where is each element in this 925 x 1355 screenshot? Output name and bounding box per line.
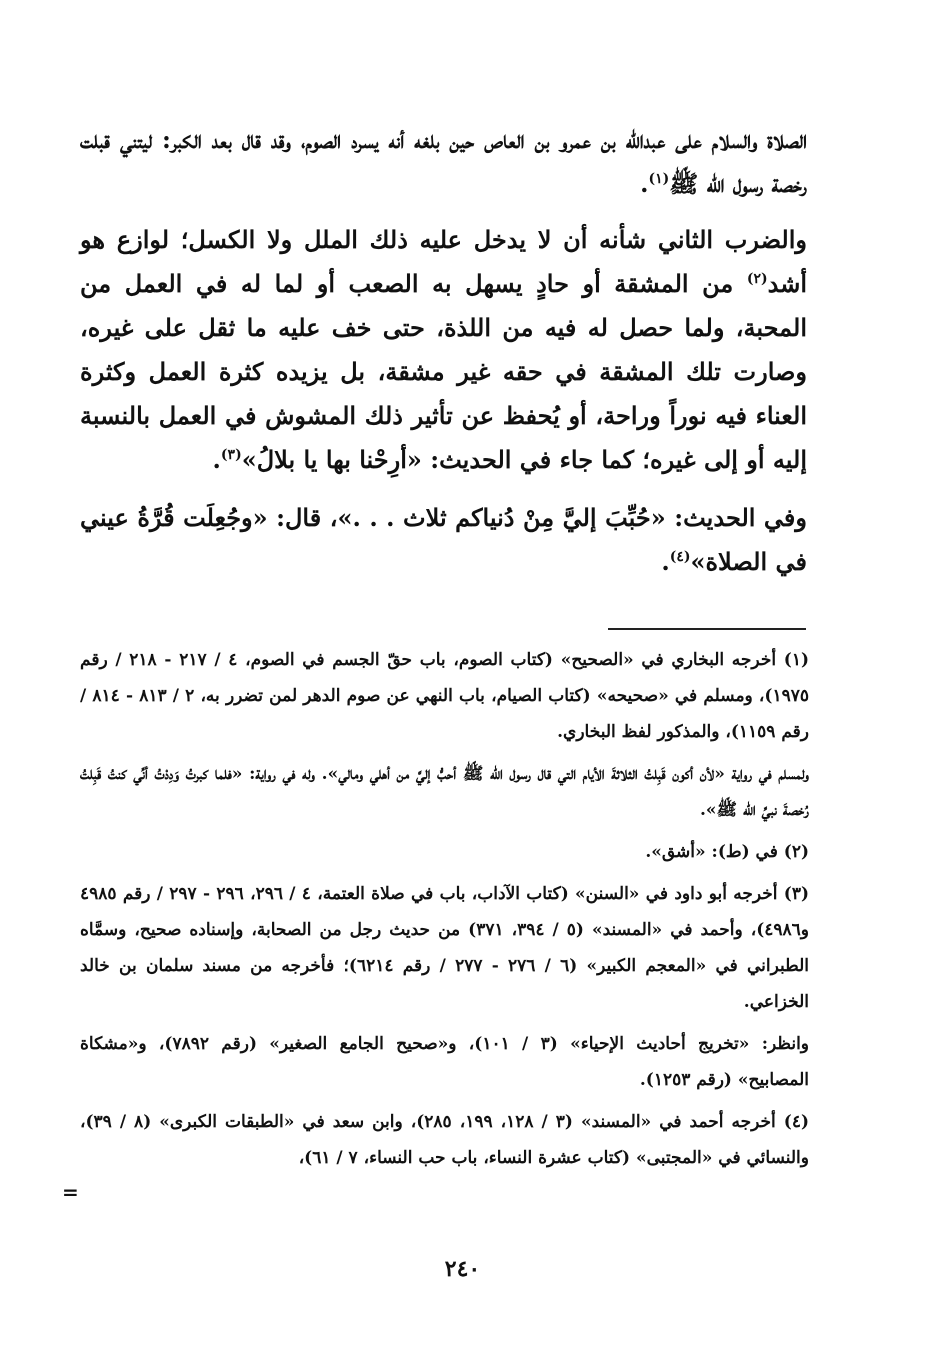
paragraph-1 bbox=[80, 118, 807, 206]
continuation-mark: = bbox=[62, 1180, 79, 1204]
paragraph-3-end: . bbox=[661, 547, 670, 576]
paragraph-3-text: وفي الحديث: «حُبِّبَ إليَّ مِنْ دُنياكم ثلاث . . .»، قال: «وجُعِلَت قُرَّةُ عيني في الصلاة» bbox=[80, 503, 807, 576]
footnote-ref-1: (١) bbox=[648, 171, 670, 187]
footnote-3: (٣) أخرجه أبو داود في «السنن» (كتاب الآداب، باب في صلاة العتمة، ٤ / ٢٩٦، ٢٩٦ - ٢٩٧ / رقم ٤٩٨٥ و٤٩٨٦)، وأحمد في «المسند» (٥ / ٣٩٤، ٣٧١) من حديث رجل من الصحابة، وإسناده صحيح، وسمَّاه الطبراني في «المعجم الكبير» (٦ / ٢٧٦ - ٢٧٧ / رقم ٦٢١٤)؛ فأخرجه من مسند سلمان بن خالد الخزاعي. bbox=[80, 884, 810, 1012]
paragraph-3 bbox=[80, 496, 807, 584]
paragraph-2-part-1: شأنه أن لا يدخل عليه ذلك الملل ولا الكسل؛ لوازع هو أشد bbox=[80, 225, 807, 298]
footnote-ref-4: (٤) bbox=[669, 549, 691, 565]
paragraph-2 bbox=[80, 218, 807, 482]
footnote-separator bbox=[608, 628, 806, 630]
page-number: ٢٤٠ bbox=[444, 1256, 481, 1282]
footnote-2: (٢) في (ط): «أشق». bbox=[645, 842, 809, 862]
footnote-3-extra: وانظر: «تخريج أحاديث الإحياء» (٣ / ١٠١)، و«صحيح الجامع الصغير» (رقم ٧٨٩٢)، و«مشكاة المصابيح» (رقم ١٢٥٣). bbox=[80, 1034, 809, 1090]
paragraph-2-lead: والضرب الثاني bbox=[657, 225, 808, 254]
footnote-1-extra: ولمسلم في رواية «لأن أكون قَبِلتُ الثلاثةَ الأيام التي قال رسول الله ﷺ أحبُّ إليَّ من أهلي ومالي». وله في رواية: «فلما كبرتُ وَدِدْتُ أنِّي كنتُ قَبِلتُ رُخصةَ نبيِّ الله ﷺ». bbox=[80, 764, 809, 820]
footnote-4: (٤) أخرجه أحمد في «المسند» (٣ / ١٢٨، ١٩٩، ٢٨٥)، وابن سعد في «الطبقات الكبرى» (٨ / ٣٩)، والنسائي في «المجتبى» (كتاب عشرة النساء، باب حب النساء، ٧ / ٦١)، bbox=[80, 1112, 810, 1168]
footnotes bbox=[80, 642, 809, 1182]
footnote-ref-2: (٢) bbox=[746, 271, 768, 287]
paragraph-1-text: الصلاة والسلام على عبدالله بن عمرو بن العاص حين بلغه أنه يسرد الصوم، وقد قال بعد الكبر: ليتني قبلت رخصة رسول الله ﷺ bbox=[80, 125, 807, 198]
footnote-ref-3: (٣) bbox=[220, 447, 242, 463]
paragraph-2-part-2: من المشقة أو حادٍ يسهل به الصعب أو لما له في العمل من المحبة، ولما حصل له فيه من اللذة، حتى خف عليه ما ثقل على غيره، وصارت تلك المشقة في حقه غير مشقة، بل يزيده كثرة العمل وكثرة العناء فيه نوراً وراحة، أو يُحفظ عن تأثير ذلك المشوش في العمل بالنسبة إليه أو إلى غيره؛ كما جاء في الحديث: «أرِحْنا بها يا بلالُ» bbox=[80, 269, 808, 474]
footnote-1: (١) أخرجه البخاري في «الصحيح» (كتاب الصوم، باب حقّ الجسم في الصوم، ٤ / ٢١٧ - ٢١٨ / رقم ١٩٧٥)، ومسلم في «صحيحه» (كتاب الصيام، باب النهي عن صوم الدهر لمن تضرر به، ٢ / ٨١٣ - ٨١٤ / رقم ١١٥٩)، والمذكور لفظ البخاري. bbox=[80, 650, 809, 742]
main-text bbox=[80, 118, 807, 598]
paragraph-1-end: . bbox=[640, 169, 649, 198]
paragraph-2-end: . bbox=[212, 445, 221, 474]
